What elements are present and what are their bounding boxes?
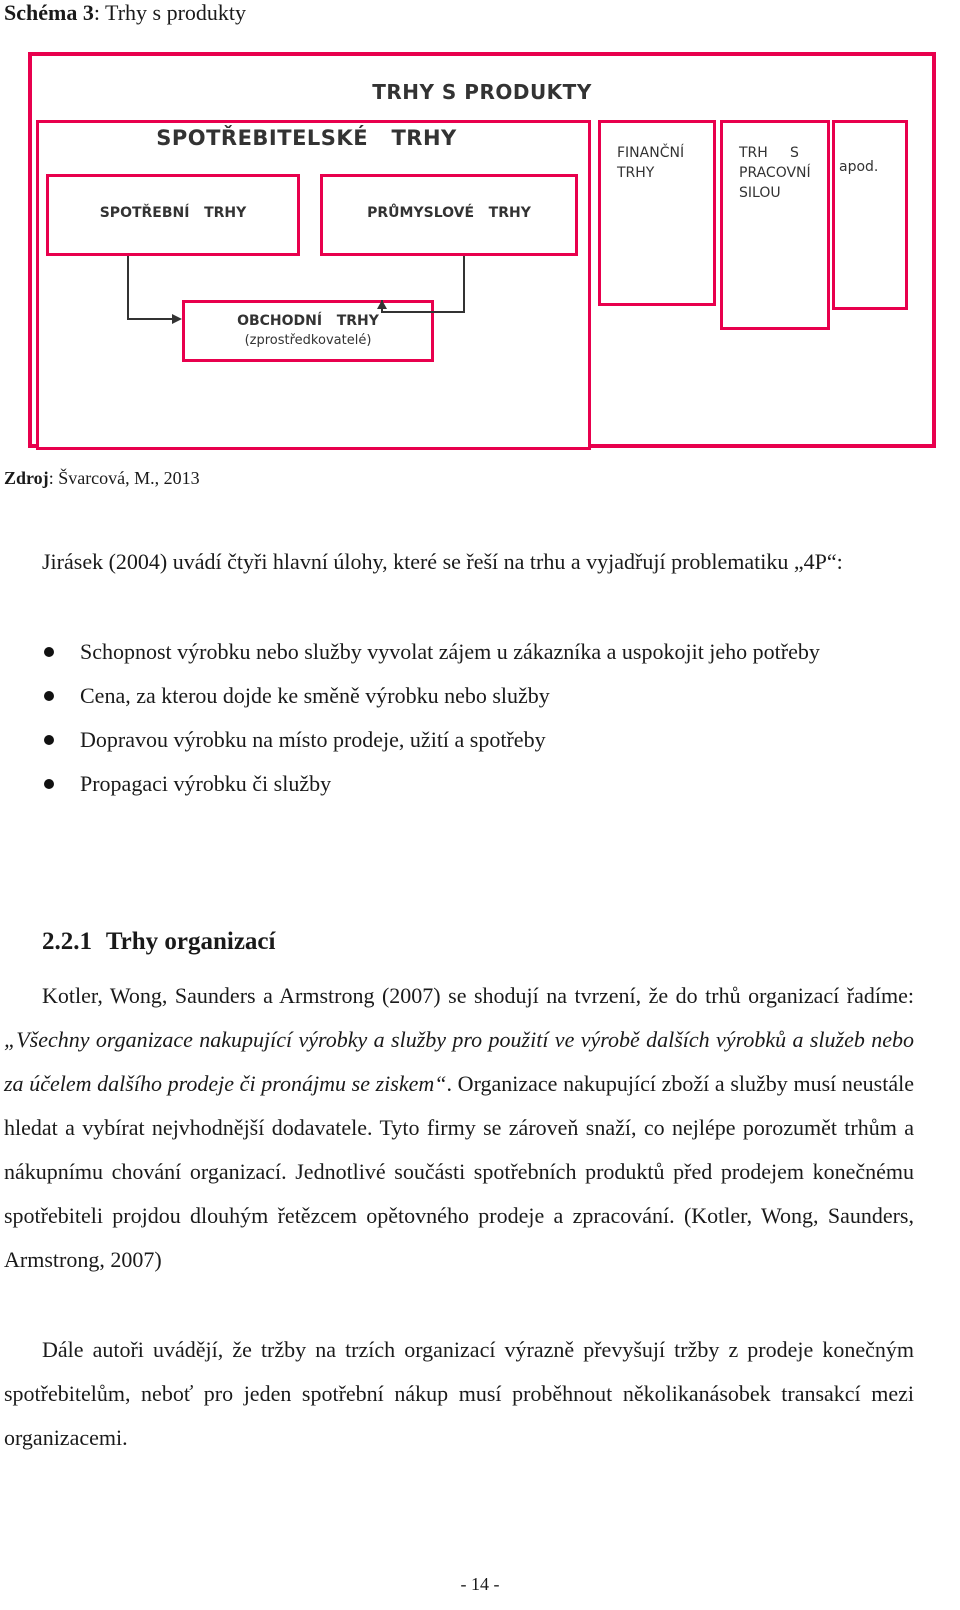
paragraph-4p: Jirásek (2004) uvádí čtyři hlavní úlohy, které se řeší na trhu a vyjadřují problematiku „4P“: <box>42 549 843 574</box>
arrowhead-left <box>172 314 182 324</box>
industrial-markets-label: PRŮMYSLOVÉ TRHY <box>367 205 531 221</box>
caption-label: Schéma 3 <box>4 0 94 25</box>
labour-line-2: PRACOVNÍ <box>739 165 811 181</box>
flow-arrows <box>32 56 932 444</box>
list-item <box>4 674 914 718</box>
section-number: 2.2.1 <box>42 928 92 955</box>
bullet-text: Schopnost výrobku nebo služby vyvolat zájem u zákazníka a uspokojit jeho potřeby <box>80 639 820 664</box>
bullet-text: Propagaci výrobku či služby <box>80 771 332 796</box>
consumption-markets-label: SPOTŘEBNÍ TRHY <box>99 205 247 221</box>
paragraph-organizations-end: . Organizace nakupující zboží a služby musí neustále hledat a vybírat nejvhodnější dodavatele. Tyto firmy se zároveň snaží, co nejlépe porozumět trhům a nákupnímu chování organizací. Jednotlivé součásti spotřebních produktů před prodejem konečnému spotřebiteli projdou dlouhým řetězcem opětovného prodeje a zpracování. (Kotler, Wong, Saunders, Armstrong, 2007) <box>4 1071 914 1272</box>
labour-line-3: SILOU <box>739 185 781 201</box>
trade-markets-title: OBCHODNÍ TRHY <box>237 313 379 329</box>
list-item <box>4 718 914 762</box>
list-item <box>4 630 914 674</box>
paragraph-organizations-quote: „Všechny organizace nakupující výrobky a služby pro použití ve výrobě dalších výrobků a služeb nebo za účelem dalšího prodeje či pronájmu se ziskem“ <box>4 1027 914 1096</box>
arrow-from-industrial <box>382 256 464 312</box>
source-label: Zdroj <box>4 468 49 488</box>
bullet-icon <box>44 779 54 789</box>
bullet-icon <box>44 735 54 745</box>
section-heading <box>42 928 275 956</box>
figure-caption <box>4 0 246 26</box>
bullet-text: Dopravou výrobku na místo prodeje, užití a spotřeby <box>80 727 546 752</box>
bullet-icon <box>44 647 54 657</box>
bullet-list <box>4 630 914 806</box>
paragraph-revenues: Dále autoři uvádějí, že tržby na trzích organizací výrazně převyšují tržby z prodeje konečným spotřebitelům, neboť pro jeden spotřební nákup musí proběhnout několikanásobek transakcí mezi organizacemi. <box>4 1337 914 1450</box>
figure-source <box>4 468 200 489</box>
trade-markets-subtitle: (zprostředkovatelé) <box>244 333 372 348</box>
paragraph-organizations <box>4 974 914 1282</box>
financial-line-1: FINANČNÍ <box>617 145 685 161</box>
diagram-title: TRHY S PRODUKTY <box>372 80 592 104</box>
caption-text: : Trhy s produkty <box>93 0 247 25</box>
paragraph-organizations-start: Kotler, Wong, Saunders a Armstrong (2007) se shodují na tvrzení, že do trhů organizací řadíme: <box>42 983 914 1008</box>
arrowhead-right <box>377 300 387 309</box>
consumer-markets-label: SPOTŘEBITELSKÉ TRHY <box>156 126 457 150</box>
markets-diagram <box>28 52 936 448</box>
bullet-text: Cena, za kterou dojde ke směně výrobku nebo služby <box>80 683 550 708</box>
labour-line-1: TRH S <box>739 145 799 161</box>
financial-line-2: TRHY <box>617 165 655 181</box>
source-text: : Švarcová, M., 2013 <box>48 468 200 488</box>
other-markets-label: apod. <box>839 159 879 175</box>
arrow-from-consumption <box>128 256 174 319</box>
section-title: Trhy organizací <box>105 928 276 955</box>
bullet-icon <box>44 691 54 701</box>
list-item <box>4 762 914 806</box>
page-number: - 14 - <box>460 1574 500 1594</box>
